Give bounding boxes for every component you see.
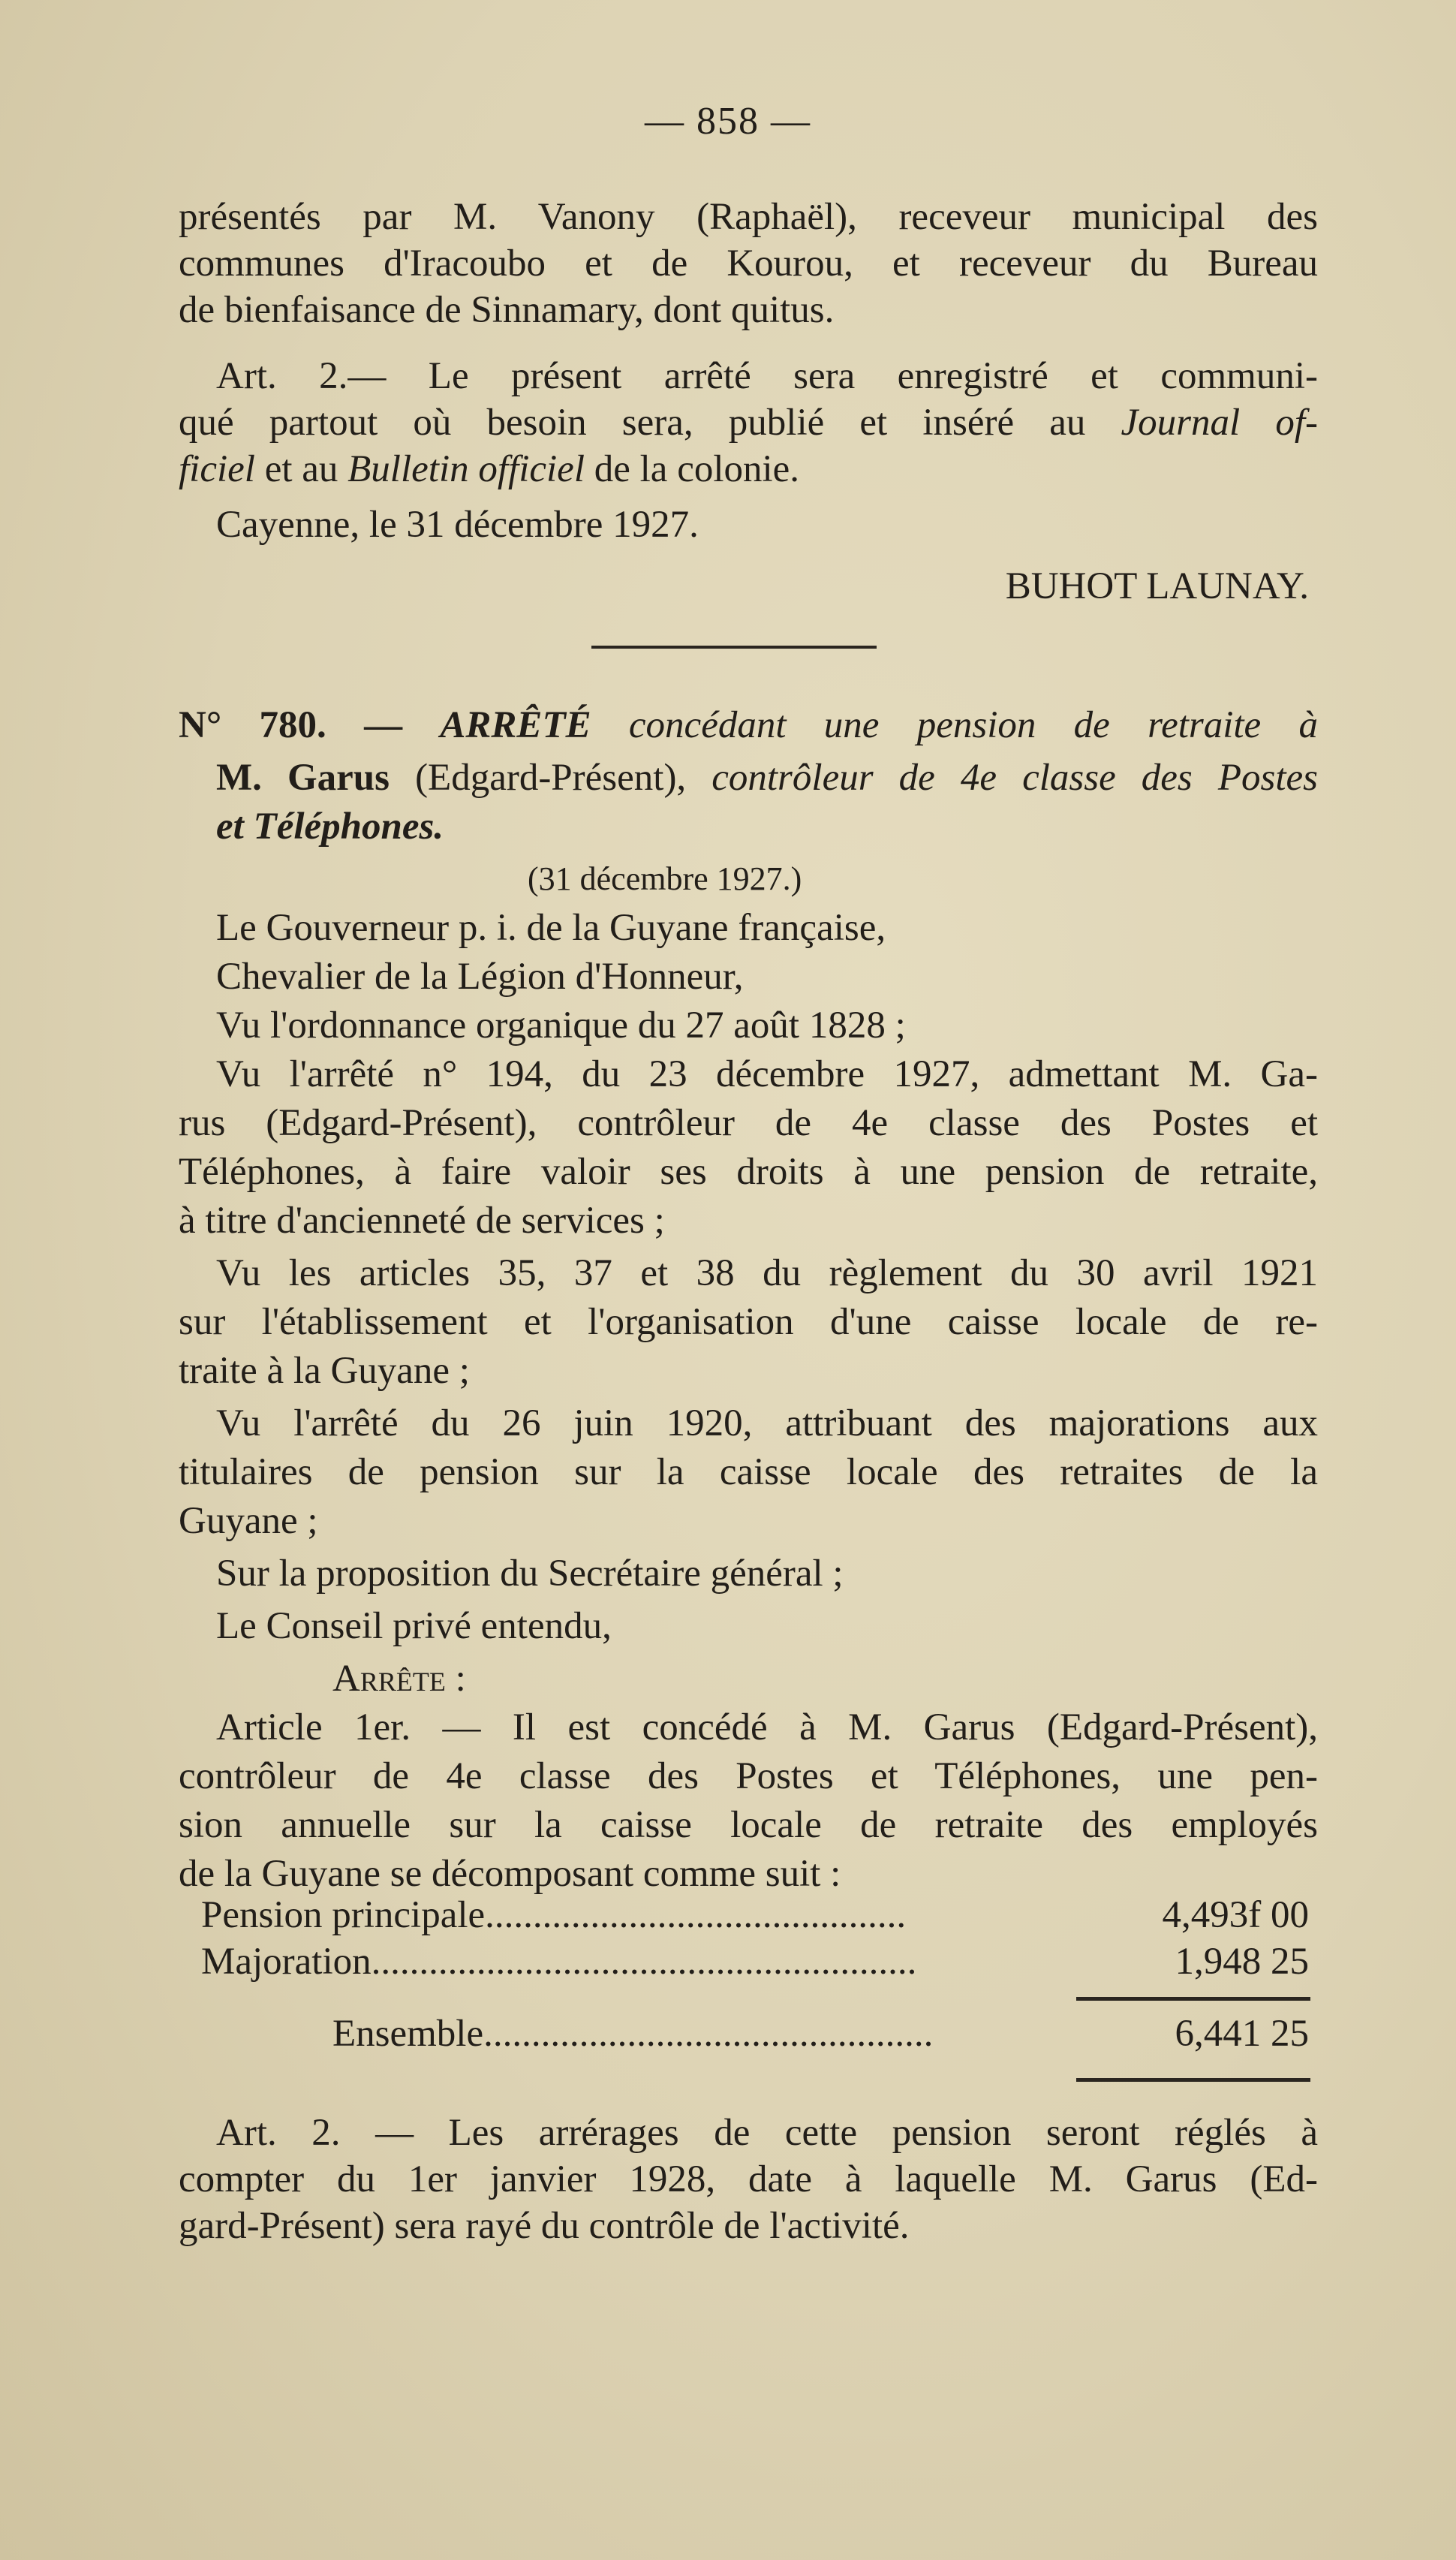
body-line: Chevalier de la Légion d'Honneur,	[216, 956, 744, 998]
row-value: 4,493f 00	[1162, 1894, 1309, 1936]
body-line: sion annuelle sur la caisse locale de retraite des employés	[179, 1804, 1318, 1846]
body-line: Article 1er. — Il est concédé à M. Garus (Edgard-Présent),	[216, 1706, 1318, 1748]
body-line: Vu l'ordonnance organique du 27 août 1828 ;	[216, 1004, 906, 1047]
row-value: 1,948 25	[1175, 1941, 1309, 1983]
page-number: — 858 —	[645, 100, 811, 143]
bulletin-officiel-title: Bulletin officiel	[347, 448, 585, 490]
text-line: communes d'Iracoubo et de Kourou, et receveur du Bureau	[179, 242, 1318, 285]
decree-heading	[179, 754, 1318, 801]
body-line: rus (Edgard-Présent), contrôleur de 4e classe des Postes et	[179, 1102, 1318, 1144]
body-line: Vu les articles 35, 37 et 38 du règlement du 30 avril 1921	[216, 1252, 1318, 1294]
body-line: sur l'établissement et l'organisation d'une caisse locale de re-	[179, 1301, 1318, 1343]
article-2-line: compter du 1er janvier 1928, date à laquelle M. Garus (Ed-	[179, 2158, 1318, 2200]
place-date: Cayenne, le 31 décembre 1927.	[216, 504, 699, 546]
decree-heading	[179, 702, 1318, 748]
row-value: 6,441 25	[1175, 2013, 1309, 2055]
decree-title: contrôleur de 4e classe des Postes	[711, 757, 1318, 799]
text-span: (Edgard-Présent),	[415, 757, 712, 799]
text-span: et au	[254, 448, 348, 490]
body-line: traite à la Guyane ;	[179, 1350, 470, 1392]
body-line: Vu l'arrêté n° 194, du 23 décembre 1927, admettant M. Ga-	[216, 1053, 1318, 1095]
decree-kind: ARRÊTÉ	[440, 704, 591, 746]
article-2-line: Art. 2.— Le présent arrêté sera enregistré et communi-	[216, 355, 1318, 397]
body-line: contrôleur de 4e classe des Postes et Téléphones, une pen-	[179, 1755, 1318, 1797]
body-line: titulaires de pension sur la caisse locale des retraites de la	[179, 1451, 1318, 1493]
text-line: présentés par M. Vanony (Raphaël), receveur municipal des	[179, 196, 1318, 238]
section-divider	[591, 646, 877, 649]
body-line: Guyane ;	[179, 1500, 318, 1542]
body-line: Arrête :	[332, 1658, 466, 1700]
text-line: de bienfaisance de Sinnamary, dont quitus.	[179, 289, 835, 331]
row-label: Pension principale............................................	[201, 1894, 907, 1936]
decree-date: (31 décembre 1927.)	[528, 860, 802, 897]
decree-title: concédant une pension de retraite à	[591, 704, 1318, 746]
body-line: Le Conseil privé entendu,	[216, 1605, 612, 1647]
signature: BUHOT LAUNAY.	[1005, 565, 1309, 607]
row-label: Ensemble...............................................	[332, 2013, 934, 2055]
body-line: de la Guyane se décomposant comme suit :	[179, 1853, 841, 1895]
total-rule	[1076, 1997, 1310, 2001]
text-span: qué partout où besoin sera, publié et inséré au	[179, 402, 1121, 444]
body-line: Vu l'arrêté du 26 juin 1920, attribuant des majorations aux	[216, 1402, 1318, 1444]
decree-number: N° 780. —	[179, 704, 403, 746]
article-2-line	[179, 399, 1318, 446]
text-span: de la colonie.	[585, 448, 800, 490]
journal-officiel-title: Journal of-	[1121, 402, 1318, 444]
decree-heading: et Téléphones.	[216, 806, 444, 848]
article-2-line: Art. 2. — Les arrérages de cette pension seront réglés à	[216, 2112, 1318, 2154]
decree-person: M. Garus	[216, 757, 390, 799]
body-line: à titre d'ancienneté de services ;	[179, 1200, 665, 1242]
journal-officiel-title: ficiel	[179, 448, 255, 490]
total-rule	[1076, 2078, 1310, 2082]
article-2-line: gard-Présent) sera rayé du contrôle de l'activité.	[179, 2205, 910, 2247]
row-label: Majoration.........................................................	[201, 1941, 917, 1983]
body-line: Le Gouverneur p. i. de la Guyane française,	[216, 907, 886, 949]
body-line: Téléphones, à faire valoir ses droits à une pension de retraite,	[179, 1151, 1318, 1193]
body-line: Sur la proposition du Secrétaire général ;	[216, 1553, 844, 1595]
article-2-line	[179, 446, 1318, 492]
